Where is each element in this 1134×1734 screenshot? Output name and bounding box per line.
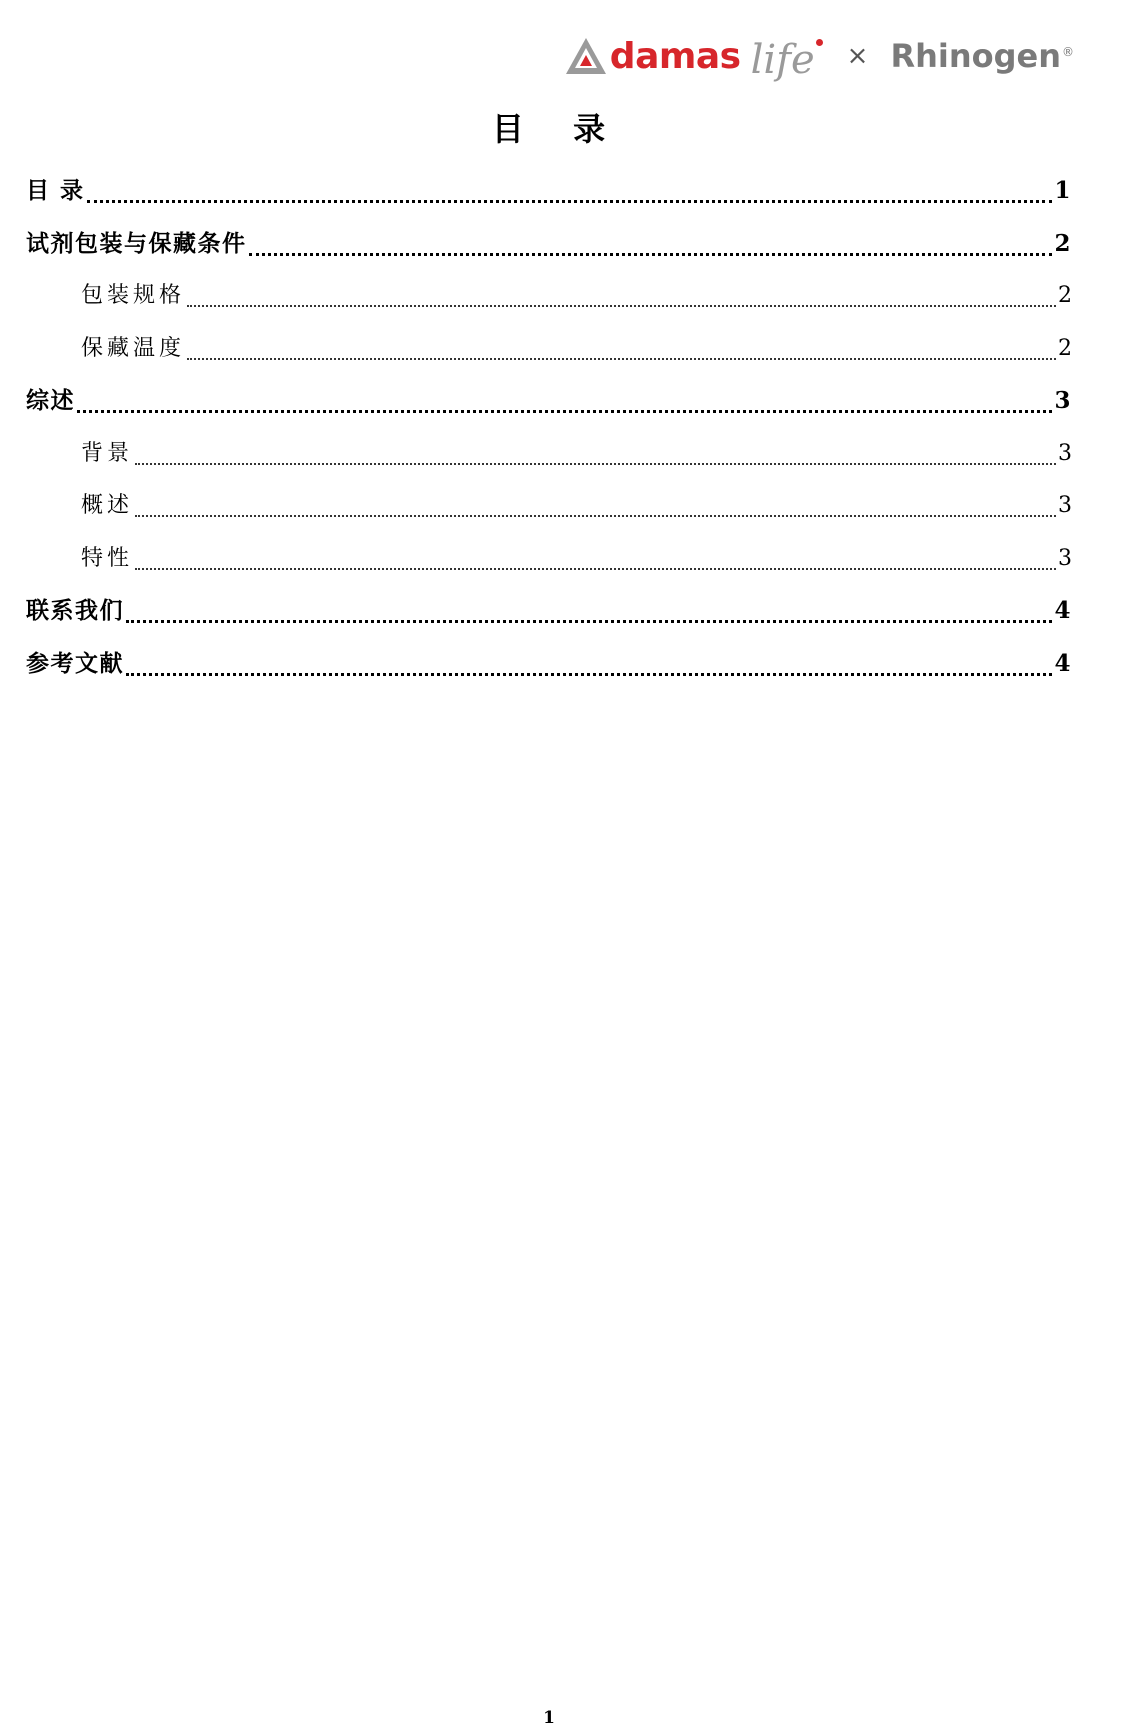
toc-entry-page: 4 (1054, 597, 1072, 624)
toc-entry[interactable] (26, 281, 1072, 334)
toc-entry[interactable] (26, 439, 1072, 492)
toc-dot-leader (126, 673, 1052, 676)
toc-dot-leader (126, 620, 1052, 623)
page-number: 1 (543, 1708, 555, 1728)
toc-entry-page: 3 (1058, 440, 1072, 466)
toc-dot-leader (135, 568, 1056, 570)
toc-entry[interactable] (26, 544, 1072, 597)
toc-dot-leader (135, 515, 1056, 517)
toc-entry[interactable] (26, 386, 1072, 439)
adamas-a-logo-icon (564, 36, 608, 76)
registered-mark: ® (1062, 45, 1074, 59)
toc-entry-text: 概述 (81, 493, 134, 518)
toc-entry-text: 综述 (26, 387, 75, 414)
toc-dot-leader (77, 410, 1052, 413)
toc-entry[interactable] (26, 491, 1072, 544)
toc-entry[interactable] (26, 229, 1072, 282)
toc-entry-text: 背景 (81, 440, 134, 466)
toc-entry-page: 3 (1058, 493, 1072, 518)
toc-dot-leader (187, 305, 1056, 307)
toc-dot-leader (249, 253, 1053, 256)
toc-dot-leader (135, 463, 1056, 465)
toc-entry-page: 2 (1054, 229, 1072, 257)
toc-entry[interactable] (26, 176, 1072, 229)
toc-entry[interactable] (26, 596, 1072, 649)
toc-entry[interactable] (26, 334, 1072, 387)
toc-entry-page: 2 (1058, 335, 1072, 361)
toc-entry-text: 特性 (81, 545, 134, 571)
toc-entry-page: 4 (1054, 649, 1072, 677)
brand-rhinogen: Rhinogen (890, 37, 1061, 75)
toc-dot-leader (187, 358, 1056, 360)
table-of-contents (26, 176, 1072, 701)
header-logo (564, 28, 1074, 84)
toc-entry[interactable] (26, 649, 1072, 702)
brand-damas: damas (609, 35, 741, 77)
toc-entry-page: 3 (1054, 387, 1072, 414)
toc-entry-text: 包装规格 (81, 283, 186, 308)
toc-entry-text: 目 录 (26, 177, 85, 204)
toc-entry-page: 2 (1058, 283, 1072, 308)
toc-entry-text: 试剂包装与保藏条件 (26, 229, 247, 257)
brand-life: life (750, 37, 815, 83)
toc-dot-leader (87, 200, 1053, 203)
brand-dot-icon (816, 39, 823, 46)
toc-entry-text: 保藏温度 (81, 335, 186, 361)
toc-entry-text: 参考文献 (26, 649, 124, 677)
brand-separator: × (846, 41, 869, 71)
toc-entry-page: 3 (1058, 545, 1072, 571)
toc-title: 目 录 (491, 110, 607, 148)
toc-entry-page: 1 (1054, 177, 1072, 204)
toc-entry-text: 联系我们 (26, 597, 124, 624)
